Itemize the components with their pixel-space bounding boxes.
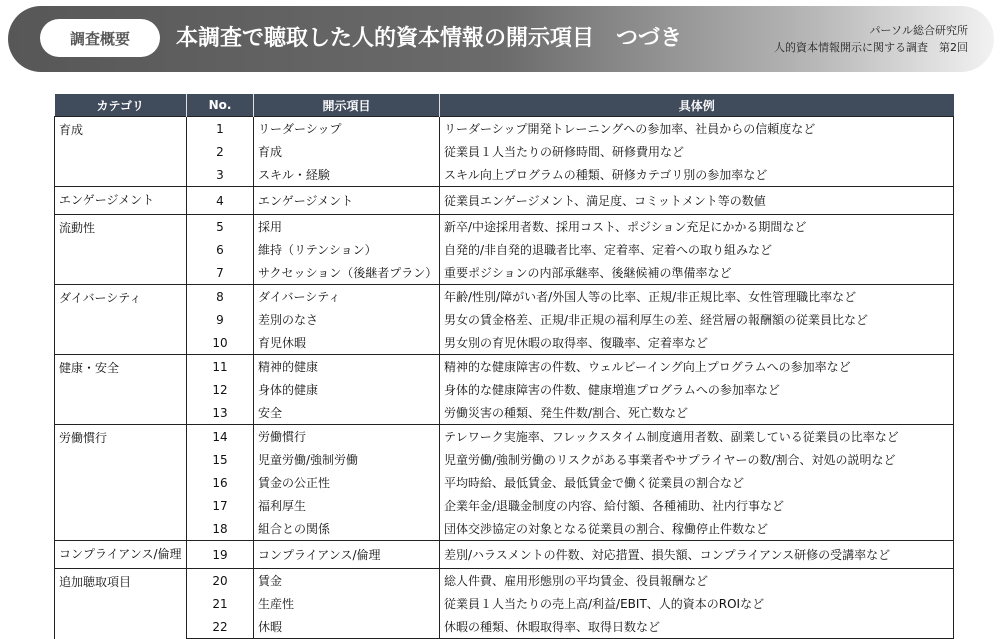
table-row [55,238,954,261]
column-header-category: カテゴリ [55,94,187,117]
number-cell: 1 [187,117,254,141]
number-cell: 4 [187,187,254,215]
table-row [55,261,954,285]
table-row [55,517,954,541]
header-banner [8,6,994,72]
number-cell: 11 [187,355,254,379]
number-cell: 12 [187,378,254,401]
category-cell: 労働慣行 [55,425,187,541]
page-title: 本調査で聴取した人的資本情報の開示項目 つづき [176,26,683,51]
item-cell: スキル・経験 [254,163,440,187]
number-cell: 15 [187,448,254,471]
item-cell: 差別のなさ [254,308,440,331]
example-cell: 自発的/非自発的退職者比率、定着率、定着への取り組みなど [440,238,954,261]
table-body [55,117,954,639]
example-cell: 差別/ハラスメントの件数、対応措置、損失額、コンプライアンス研修の受講率など [440,541,954,569]
item-cell: 賃金の公正性 [254,471,440,494]
number-cell: 17 [187,494,254,517]
item-cell: 精神的健康 [254,355,440,379]
table-row [55,471,954,494]
item-cell: 安全 [254,401,440,425]
item-cell: 生産性 [254,592,440,615]
example-cell: 従業員１人当たりの売上高/利益/EBIT、人的資本のROIなど [440,592,954,615]
number-cell: 20 [187,569,254,593]
table-row [55,615,954,639]
example-cell: テレワーク実施率、フレックスタイム制度適用者数、副業している従業員の比率など [440,425,954,449]
example-cell: 男女別の育児休暇の取得率、復職率、定着率など [440,331,954,355]
category-cell: 流動性 [55,215,187,285]
example-cell: 平均時給、最低賃金、最低賃金で働く従業員の割合など [440,471,954,494]
number-cell: 3 [187,163,254,187]
example-cell: 児童労働/強制労働のリスクがある事業者やサプライヤーの数/割合、対処の説明など [440,448,954,471]
example-cell: 新卒/中途採用者数、採用コスト、ポジション充足にかかる期間など [440,215,954,239]
table-row [55,117,954,141]
table-row [55,541,954,569]
item-cell: リーダーシップ [254,117,440,141]
column-header-item: 開示項目 [254,94,440,117]
number-cell: 2 [187,140,254,163]
number-cell: 5 [187,215,254,239]
example-cell: 男女の賃金格差、正規/非正規の福利厚生の差、経営層の報酬額の従業員比など [440,308,954,331]
item-cell: 労働慣行 [254,425,440,449]
example-cell: 身体的な健康障害の件数、健康増進プログラムへの参加率など [440,378,954,401]
example-cell: 従業員１人当たりの研修時間、研修費用など [440,140,954,163]
item-cell: 身体的健康 [254,378,440,401]
example-cell: スキル向上プログラムの種類、研修カテゴリ別の参加率など [440,163,954,187]
example-cell: 企業年金/退職金制度の内容、給付額、各種補助、社内行事など [440,494,954,517]
table-row [55,401,954,425]
table-row [55,569,954,593]
item-cell: 育児休暇 [254,331,440,355]
item-cell: 休暇 [254,615,440,639]
table-row [55,494,954,517]
item-cell: 育成 [254,140,440,163]
example-cell: 団体交渉協定の対象となる従業員の割合、稼働停止件数など [440,517,954,541]
example-cell: 総人件費、雇用形態別の平均賃金、役員報酬など [440,569,954,593]
number-cell: 18 [187,517,254,541]
table-row [55,187,954,215]
category-cell: 健康・安全 [55,355,187,425]
example-cell: 従業員エンゲージメント、満足度、コミットメント等の数値 [440,187,954,215]
number-cell: 19 [187,541,254,569]
number-cell: 22 [187,615,254,639]
item-cell: 採用 [254,215,440,239]
item-cell: 児童労働/強制労働 [254,448,440,471]
column-header-no: No. [187,94,254,117]
source-organization: パーソル総合研究所 [869,24,968,37]
number-cell: 16 [187,471,254,494]
category-cell: 育成 [55,117,187,187]
item-cell: 福利厚生 [254,494,440,517]
number-cell: 8 [187,285,254,309]
table-row [55,378,954,401]
table-row [55,448,954,471]
number-cell: 9 [187,308,254,331]
example-cell: 重要ポジションの内部承継率、後継候補の準備率など [440,261,954,285]
section-badge: 調査概要 [40,19,160,57]
table-row [55,592,954,615]
item-cell: ダイバーシティ [254,285,440,309]
category-cell: 追加聴取項目 [55,569,187,639]
table-row [55,308,954,331]
item-cell: 維持（リテンション） [254,238,440,261]
example-cell: 労働災害の種類、発生件数/割合、死亡数など [440,401,954,425]
table-row [55,163,954,187]
table-row [55,215,954,239]
category-cell: ダイバーシティ [55,285,187,355]
table-row [55,140,954,163]
number-cell: 7 [187,261,254,285]
category-cell: コンプライアンス/倫理 [55,541,187,569]
item-cell: 賃金 [254,569,440,593]
table-row [55,355,954,379]
number-cell: 13 [187,401,254,425]
item-cell: 組合との関係 [254,517,440,541]
column-header-example: 具体例 [440,94,954,117]
number-cell: 21 [187,592,254,615]
table-row [55,425,954,449]
example-cell: 年齢/性別/障がい者/外国人等の比率、正規/非正規比率、女性管理職比率など [440,285,954,309]
item-cell: サクセッション（後継者プラン） [254,261,440,285]
example-cell: 精神的な健康障害の件数、ウェルビーイング向上プログラムへの参加率など [440,355,954,379]
number-cell: 6 [187,238,254,261]
source-survey: 人的資本情報開示に関する調査 第2回 [774,41,968,54]
table-row [55,285,954,309]
item-cell: エンゲージメント [254,187,440,215]
source-info [774,22,968,56]
category-cell: エンゲージメント [55,187,187,215]
disclosure-items-table [54,94,954,639]
number-cell: 14 [187,425,254,449]
table-header-row [55,94,954,117]
example-cell: 休暇の種類、休暇取得率、取得日数など [440,615,954,639]
example-cell: リーダーシップ開発トレーニングへの参加率、社員からの信頼度など [440,117,954,141]
item-cell: コンプライアンス/倫理 [254,541,440,569]
table-row [55,331,954,355]
number-cell: 10 [187,331,254,355]
